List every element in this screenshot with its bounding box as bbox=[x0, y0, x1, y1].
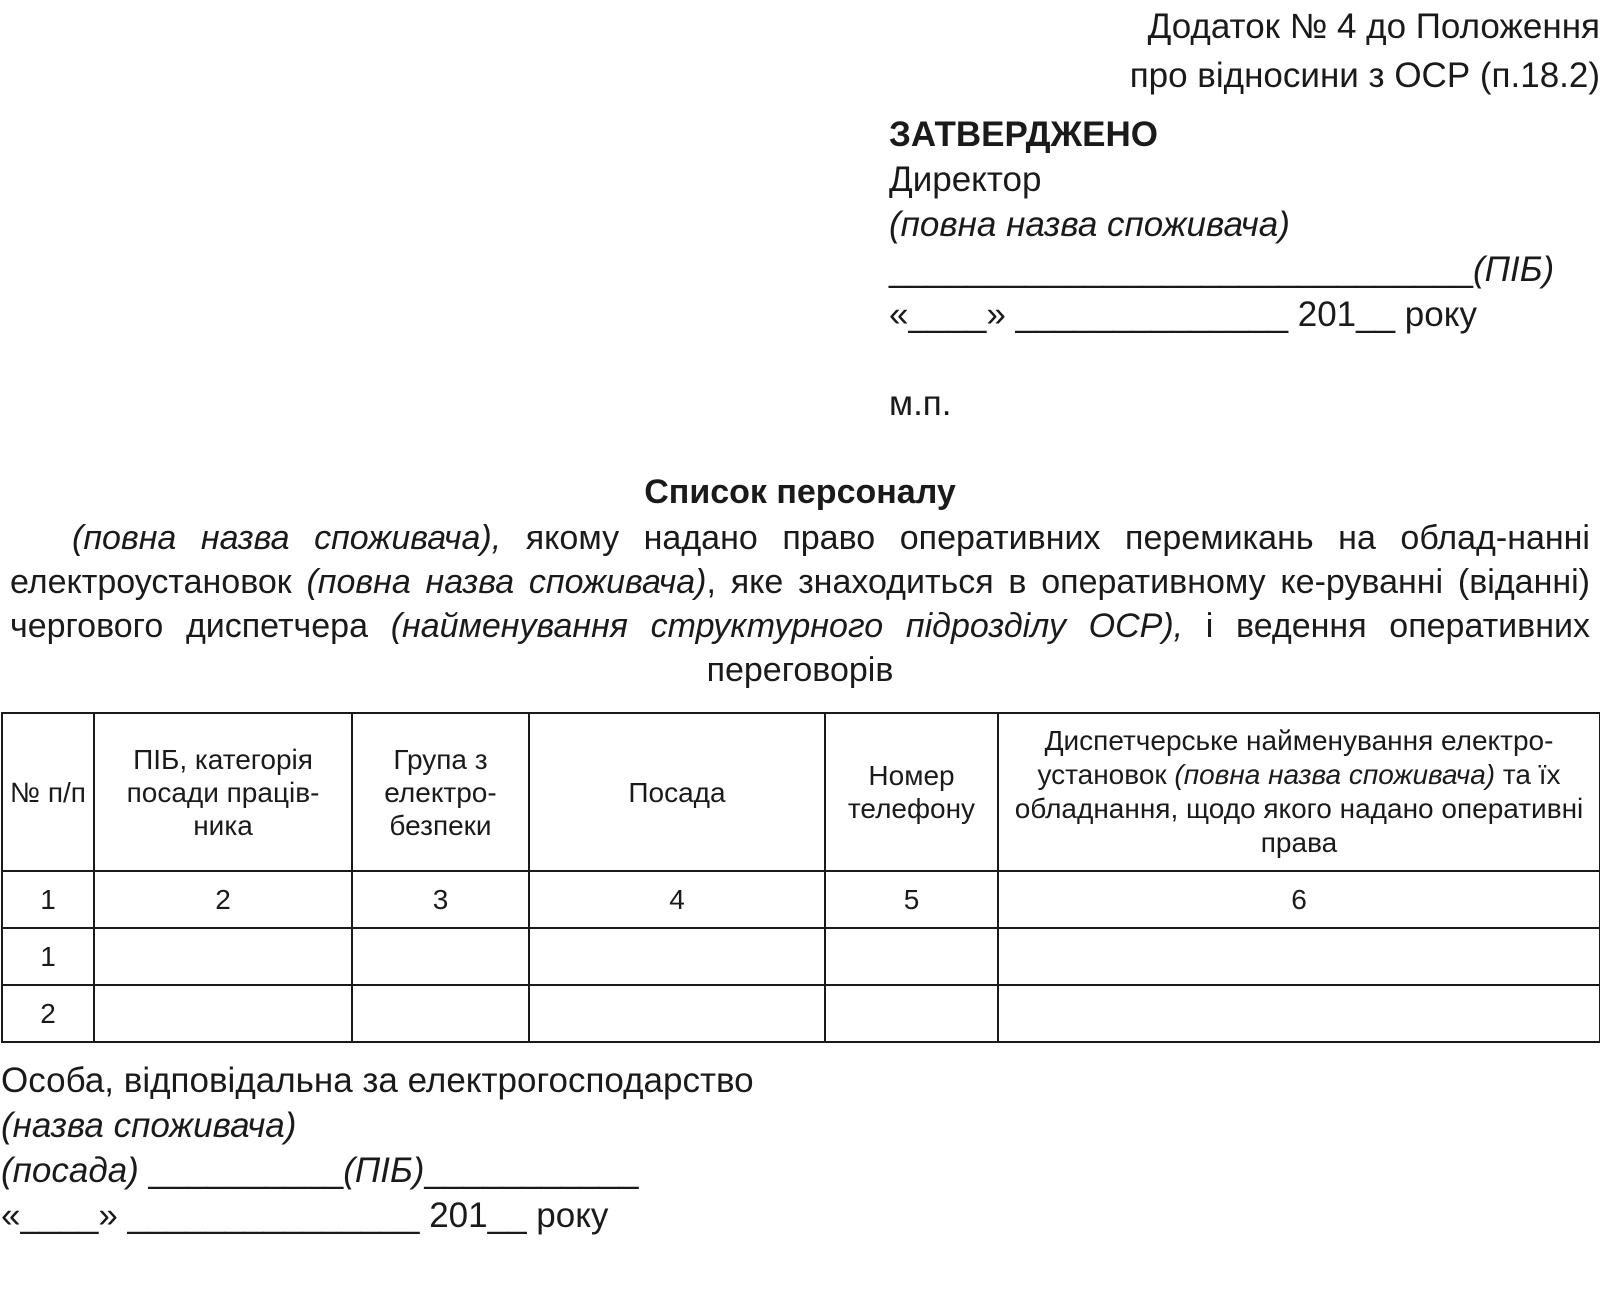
intro-consumer-placeholder: (повна назва споживача), bbox=[72, 519, 502, 557]
approval-heading: ЗАТВЕРДЖЕНО bbox=[889, 115, 1159, 154]
header-name-category: ПІБ, категорія посади праців-ника bbox=[94, 713, 352, 871]
column-number: 2 bbox=[94, 871, 352, 928]
column-number: 6 bbox=[998, 871, 1600, 928]
header-phone: Номер телефону bbox=[825, 713, 998, 871]
appendix-reference bbox=[1130, 2, 1600, 100]
approval-date-line: «____» ______________ 201__ року bbox=[889, 295, 1477, 334]
table-cell bbox=[825, 985, 998, 1042]
footer-consumer-placeholder: (назва споживача) bbox=[1, 1106, 297, 1145]
table-header-row bbox=[2, 713, 1600, 871]
intro-dso-unit-placeholder: (найменування структурного підрозділу ОСР), bbox=[390, 607, 1184, 645]
footer-blank-1: __________ bbox=[138, 1151, 344, 1190]
row-number: 1 bbox=[2, 928, 94, 985]
table-cell bbox=[825, 928, 998, 985]
header-dispatch-name-text-1: Диспетчерське найменування електро-установок bbox=[1037, 725, 1554, 790]
header-position: Посада bbox=[529, 713, 825, 871]
footer-position-label: (посада) bbox=[1, 1151, 139, 1190]
table-cell bbox=[998, 985, 1600, 1042]
intro-paragraph bbox=[10, 516, 1590, 692]
column-number: 5 bbox=[825, 871, 998, 928]
header-dispatch-consumer-placeholder: (повна назва споживача) bbox=[1174, 759, 1496, 790]
table-cell bbox=[998, 928, 1600, 985]
responsible-signature-block bbox=[1, 1058, 754, 1238]
document-title: Список персоналу bbox=[644, 473, 956, 511]
intro-text-3: і ведення оперативних переговорів bbox=[706, 607, 1590, 689]
table-cell bbox=[529, 985, 825, 1042]
appendix-line-1: Додаток № 4 до Положення bbox=[1147, 7, 1600, 46]
intro-text-1: якому надано право оперативних перемикань на облад-нанні електроустановок bbox=[10, 519, 1590, 601]
personnel-table bbox=[1, 712, 1600, 1043]
table-cell bbox=[352, 928, 529, 985]
footer-date-line: «____» _______________ 201__ року bbox=[1, 1196, 609, 1235]
approval-pib-label: (ПІБ) bbox=[1472, 250, 1555, 289]
footer-blank-2: ___________ bbox=[424, 1151, 639, 1190]
approval-block bbox=[889, 112, 1554, 426]
signature-blank: ______________________________ bbox=[889, 250, 1473, 289]
table-cell bbox=[529, 928, 825, 985]
footer-signature-line bbox=[1, 1148, 754, 1193]
header-dispatch-name-text-2: та їх обладнання, щодо якого надано оперативні права bbox=[1014, 759, 1584, 858]
intro-text-2: , яке знаходиться в оперативному ке-руванні (віданні) чергового диспетчера bbox=[10, 563, 1590, 645]
header-safety-group: Група з електро-безпеки bbox=[352, 713, 529, 871]
approval-signature-line bbox=[889, 247, 1554, 292]
approval-position: Директор bbox=[889, 160, 1042, 199]
footer-pib-label: (ПІБ) bbox=[343, 1151, 425, 1190]
table-cell bbox=[352, 985, 529, 1042]
column-number-row bbox=[2, 871, 1600, 928]
responsible-person-label: Особа, відповідальна за електрогосподарство bbox=[1, 1061, 754, 1100]
stamp-placeholder: м.п. bbox=[889, 384, 952, 423]
column-number: 4 bbox=[529, 871, 825, 928]
intro-consumer-placeholder-2: (повна назва споживача) bbox=[306, 563, 707, 601]
row-number: 2 bbox=[2, 985, 94, 1042]
table-cell bbox=[94, 985, 352, 1042]
header-dispatch-name bbox=[998, 713, 1600, 871]
approval-consumer-placeholder: (повна назва споживача) bbox=[889, 205, 1290, 244]
table-row bbox=[2, 985, 1600, 1042]
column-number: 3 bbox=[352, 871, 529, 928]
appendix-line-2: про відносини з ОСР (п.18.2) bbox=[1129, 56, 1600, 95]
column-number: 1 bbox=[2, 871, 94, 928]
header-number: № п/п bbox=[2, 713, 94, 871]
table-row bbox=[2, 928, 1600, 985]
table-cell bbox=[94, 928, 352, 985]
